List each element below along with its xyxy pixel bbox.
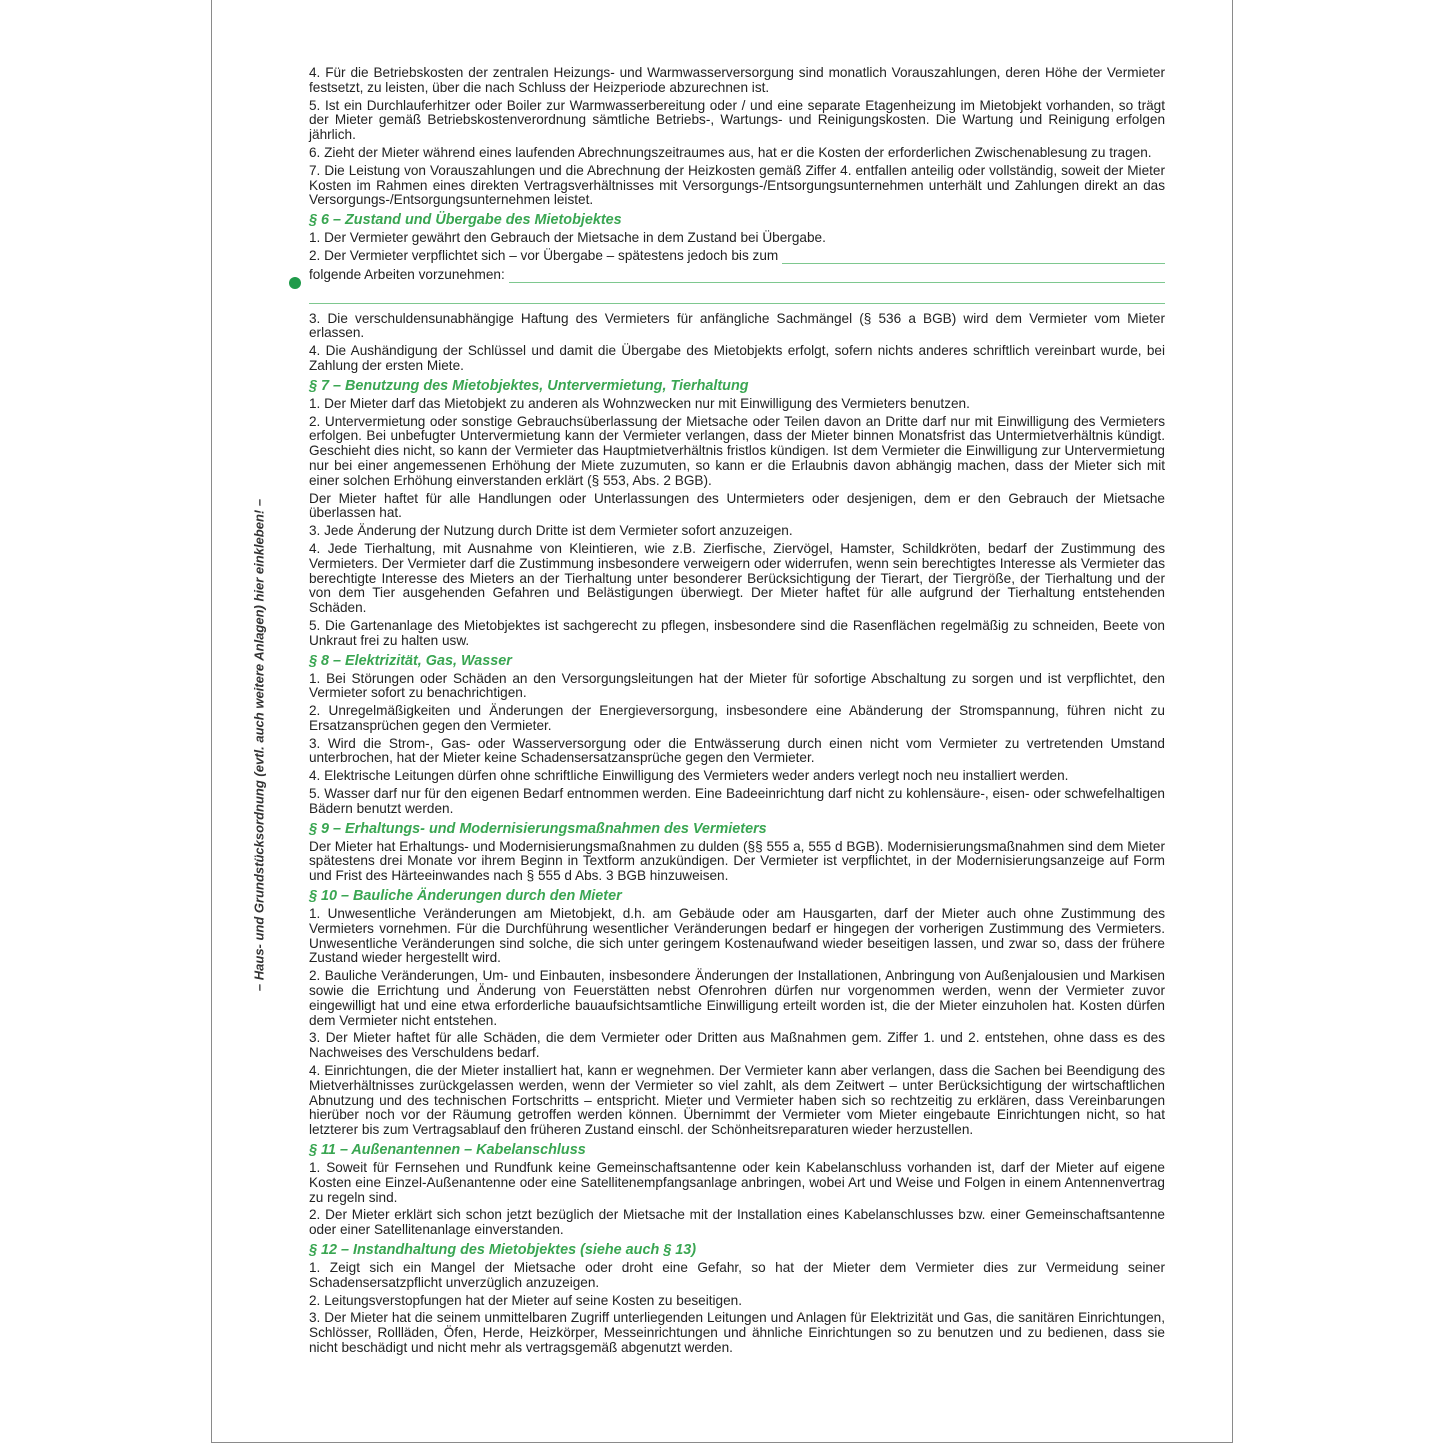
paragraph: 2. Leitungsverstopfungen hat der Mieter auf seine Kosten zu beseitigen. (309, 1292, 743, 1308)
bullet-marker-icon (289, 277, 301, 289)
paragraph: 2. Der Mieter erklärt sich schon jetzt bezüglich der Mietsache mit der Installation eines Kabelanschlusses bzw. einer Gemeinschaftsantenne oder einer Satellitenanlage einverstanden. (309, 1207, 1165, 1238)
paragraph: 2. Untervermietung oder sonstige Gebrauchsüberlassung der Mietsache oder Teilen davon an Dritte darf nur mit Einwilligung des Vermieters erfolgen. Bei unbefugter Untervermietung kann der Vermieter verlangen, dass der Mieter binnen Monatsfrist das Untermietverhältnis kündigt. Geschieht dies nicht, so kann der Vermieter das Hauptmietverhältnis fristlos kündigen. Ist dem Vermieter die Einwilligung zur Untervermietung nur bei einer angemessenen Erhöhung der Miete zuzumuten, so kann er die Erlaubnis davon abhängig machen, dass der Mieter sich mit einer solchen Erhöhung einverstanden erklärt (§ 553, Abs. 2 BGB). (309, 413, 1165, 488)
fill-in-row (309, 249, 1165, 264)
fill-in-line[interactable] (309, 287, 1165, 304)
paragraph: 1. Bei Störungen oder Schäden an den Versorgungsleitungen hat der Mieter für sofortige Abschaltung zu sorgen und ist verpflichtet, den Vermieter sofort zu benachrichtigen. (309, 670, 1165, 701)
paragraph: 4. Die Aushändigung der Schlüssel und damit die Übergabe des Mietobjekts erfolgt, sofern nichts anderes schriftlich vereinbart wurde, bei Zahlung der ersten Miete. (309, 343, 1165, 373)
paragraph: 3. Wird die Strom-, Gas- oder Wasserversorgung oder die Entwässerung durch einen nicht vom Vermieter zu vertretenden Umstand unterbrochen, hat der Mieter keine Schadensersatzansprüche gegen den Vermieter. (309, 735, 1165, 766)
fill-in-label: 2. Der Vermieter verpflichtet sich – vor Übergabe – spätestens jedoch bis zum (309, 247, 779, 263)
paragraph: 4. Jede Tierhaltung, mit Ausnahme von Kleintieren, wie z.B. Zierfische, Ziervögel, Hamster, Schildkröten, bedarf der Zustimmung des Vermieters. Der Vermieter darf die Zustimmung insbesondere verweigern oder widerrufen, wenn sein berechtigtes Interesse als Vermieter das berechtigte Interesse des Mieters an der Tierhaltung unter besonderer Berücksichtigung der Tierart, der Tiergröße, der Tierhaltung und der von dem Tier ausgehenden Gefahren und Belästigungen überwiegt. Der Mieter haftet für alle aufgrund der Tierhaltung entstehenden Schäden. (309, 540, 1165, 616)
paragraph: 3. Jede Änderung der Nutzung durch Dritte ist dem Vermieter sofort anzuzeigen. (309, 523, 793, 539)
paragraph: 5. Wasser darf nur für den eigenen Bedarf entnommen werden. Eine Badeeinrichtung darf nicht zu kohlensäure-, eisen- oder schwefelhaltigen Bädern benutzt werden. (309, 786, 1165, 816)
fill-in-label: folgende Arbeiten vorzunehmen: (309, 266, 505, 282)
paragraph: 3. Der Mieter haftet für alle Schäden, die dem Vermieter oder Dritten aus Maßnahmen gem. Ziffer 1. und 2. entstehen, ohne dass es des Nachweises des Verschuldens bedarf. (309, 1030, 1165, 1061)
section-heading: § 8 – Elektrizität, Gas, Wasser (309, 652, 512, 669)
section-heading: § 6 – Zustand und Übergabe des Mietobjektes (309, 212, 622, 229)
paragraph: 7. Die Leistung von Vorauszahlungen und die Abrechnung der Heizkosten gemäß Ziffer 4. entfallen anteilig oder vollständig, soweit der Mieter Kosten im Rahmen eines direkten Vertragsverhältnisses mit Versorgungs-/Entsorgungsunternehmen unterhält und Zahlungen direkt an das Versorgungs-/Entsorgungsunternehmen leistet. (309, 162, 1165, 208)
paragraph: Der Mieter haftet für alle Handlungen oder Unterlassungen des Untermieters oder desjenigen, dem er den Gebrauch der Mietsache überlassen hat. (309, 490, 1165, 521)
paragraph: 4. Elektrische Leitungen dürfen ohne schriftliche Einwilligung des Vermieters weder anders verlegt noch neu installiert werden. (309, 768, 1069, 784)
paragraph: 5. Ist ein Durchlauferhitzer oder Boiler zur Warmwasserbereitung oder / und eine separate Etagenheizung im Mietobjekt vorhanden, so trägt der Mieter gemäß Betriebskostenverordnung sämtliche Betriebs-, Wartungs- und Reinigungskosten. Die Wartung und Reinigung erfolgen jährlich. (309, 97, 1165, 143)
paragraph: 5. Die Gartenanlage des Mietobjektes ist sachgerecht zu pflegen, insbesondere sind die Rasenflächen regelmäßig zu schneiden, Beete von Unkraut frei zu halten usw. (309, 617, 1165, 648)
paragraph: 3. Die verschuldensunabhängige Haftung des Vermieters für anfängliche Sachmängel (§ 536 a BGB) wird dem Vermieter vom Mieter erlassen. (309, 310, 1165, 341)
paragraph: 1. Der Vermieter gewährt den Gebrauch der Mietsache in dem Zustand bei Übergabe. (309, 230, 826, 246)
section-heading: § 9 – Erhaltungs- und Modernisierungsmaßnahmen des Vermieters (309, 820, 767, 837)
contract-text (309, 66, 1165, 1359)
paragraph: Der Mieter hat Erhaltungs- und Modernisierungsmaßnahmen zu dulden (§§ 555 a, 555 d BGB). Modernisierungsmaßnahmen sind dem Mieter spätestens drei Monate vor ihrem Beginn in Textform anzukündigen. Der Vermieter ist verpflichtet, in der Modernisierungsanzeige auf Form und Frist des Härteeinwandes nach § 555 d Abs. 3 BGB hinzuweisen. (309, 838, 1165, 884)
paragraph: 3. Der Mieter hat die seinem unmittelbaren Zugriff unterliegenden Leitungen und Anlagen für Elektrizität und Gas, die sanitären Einrichtungen, Schlösser, Rollläden, Öfen, Herde, Heizkörper, Messeinrichtungen und ähnliche Einrichtungen so zu benutzen und zu bedienen, dass sie nicht beschädigt und nicht mehr als vertragsgemäß abgenutzt werden. (309, 1310, 1165, 1355)
paragraph: 4. Für die Betriebskosten der zentralen Heizungs- und Warmwasserversorgung sind monatlich Vorauszahlungen, deren Höhe der Vermieter festsetzt, zu leisten, über die nach Schluss der Heizperiode abzurechnen ist. (309, 65, 1165, 95)
section-heading: § 11 – Außenantennen – Kabelanschluss (309, 1142, 586, 1159)
paragraph: 2. Unregelmäßigkeiten und Änderungen der Energieversorgung, insbesondere eine Abänderung der Stromspannung, führen nicht zu Ersatzansprüchen gegen den Vermieter. (309, 703, 1165, 733)
section-heading: § 12 – Instandhaltung des Mietobjektes (siehe auch § 13) (309, 1242, 697, 1258)
fill-in-row (309, 268, 1165, 283)
paragraph: 2. Bauliche Veränderungen, Um- und Einbauten, insbesondere Änderungen der Installationen, Anbringung von Außenjalousien und Markisen sowie die Errichtung und Änderung von Feuerstätten nebst Ofenrohren dürfen nur vorgenommen werden, wenn der Vermieter zuvor eingewilligt hat und eine etwa erforderliche bauaufsichtsamtliche Einwilligung erteilt worden ist, die der Mieter einzuholen hat. Kosten dürfen dem Vermieter nicht entstehen. (309, 968, 1165, 1028)
section-heading: § 7 – Benutzung des Mietobjektes, Untervermietung, Tierhaltung (309, 377, 749, 394)
paragraph: 1. Soweit für Fernsehen und Rundfunk keine Gemeinschaftsantenne oder kein Kabelanschluss vorhanden ist, darf der Mieter auf eigene Kosten eine Einzel-Außenantenne oder eine Satellitenempfangsanlage anbringen, wobei Art und Weise und Folgen in einem Antennenvertrag zu regeln sind. (309, 1160, 1165, 1205)
fill-in-line[interactable] (782, 251, 1165, 264)
paragraph: 1. Unwesentliche Veränderungen am Mietobjekt, d.h. am Gebäude oder am Hausgarten, darf der Mieter auch ohne Zustimmung des Vermieters vornehmen. Für die Durchführung wesentlicher Veränderungen bedarf er hingegen der vorherigen Zustimmung des Vermieters. Unwesentliche Veränderungen sind solche, die sich unter geringem Kostenaufwand wieder beseitigen lassen, und zwar so, dass der frühere Zustand wieder hergestellt wird. (309, 906, 1165, 966)
paragraph: 1. Zeigt sich ein Mangel der Mietsache oder droht eine Gefahr, so hat der Mieter dem Vermieter dies zur Vermeidung seiner Schadensersatzpflicht unverzüglich anzuzeigen. (309, 1260, 1165, 1290)
section-heading: § 10 – Bauliche Änderungen durch den Mieter (309, 888, 622, 905)
paragraph: 6. Zieht der Mieter während eines laufenden Abrechnungszeitraumes aus, hat er die Kosten der erforderlichen Zwischenablesung zu tragen. (309, 144, 1152, 160)
fill-in-line[interactable] (509, 270, 1165, 283)
paragraph: 1. Der Mieter darf das Mietobjekt zu anderen als Wohnzwecken nur mit Einwilligung des Vermieters benutzen. (309, 395, 970, 411)
paragraph: 4. Einrichtungen, die der Mieter installiert hat, kann er wegnehmen. Der Vermieter kann aber verlangen, dass die Sachen bei Beendigung des Mietverhältnisses zurückgelassen werden, wenn der Vermieter so viel zahlt, als dem Zeitwert – unter Berücksichtigung der wirtschaftlichen Abnutzung und des technischen Fortschritts – entspricht. Mieter und Vermieter haben sich so rechtzeitig zu erklären, dass Vereinbarungen hierüber noch vor der Räumung getroffen werden können. Übernimmt der Vermieter vom Mieter eingebaute Einrichtungen nicht, so hat letzterer bis zum Vertragsablauf den früheren Zustand einschl. der Schönheitsreparaturen wieder herzustellen. (309, 1063, 1165, 1138)
